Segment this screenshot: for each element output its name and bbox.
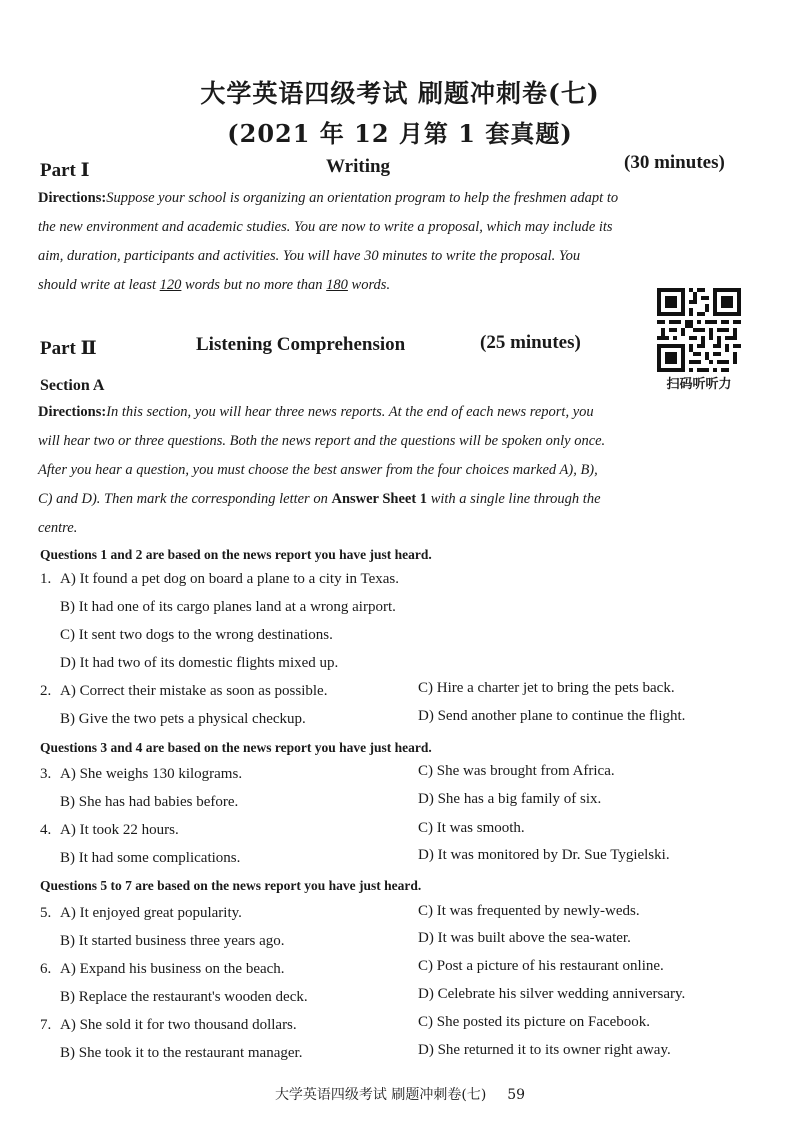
directions-line: Directions:In this section, you will hear three news reports. At the end of each news report, you — [38, 404, 594, 420]
part1-name: Writing — [326, 156, 391, 177]
answer-option[interactable]: C) She posted its picture on Facebook. — [418, 1014, 651, 1030]
answer-option[interactable]: A) It took 22 hours. — [60, 822, 179, 838]
question-number: 1. — [40, 571, 52, 587]
answer-option[interactable]: A) She weighs 130 kilograms. — [60, 766, 243, 782]
part1-label: Part Ⅰ — [40, 160, 90, 181]
answer-option[interactable]: B) It had one of its cargo planes land at a wrong airport. — [60, 599, 396, 615]
part2-name: Listening Comprehension — [196, 334, 406, 355]
directions-line: should write at least 120 words but no more than 180 words. — [38, 277, 391, 293]
answer-option[interactable]: D) She returned it to its owner right away. — [418, 1042, 671, 1058]
question-number: 5. — [40, 905, 52, 921]
answer-option[interactable]: C) She was brought from Africa. — [418, 763, 615, 779]
directions-line: aim, duration, participants and activities. You will have 30 minutes to write the proposal. You — [38, 248, 581, 264]
answer-option[interactable]: D) It was built above the sea-water. — [418, 930, 631, 946]
question-group-heading: Questions 1 and 2 are based on the news report you have just heard. — [40, 547, 432, 562]
directions-line: the new environment and academic studies. You are now to write a proposal, which may include its — [38, 219, 613, 235]
question-number: 6. — [40, 961, 52, 977]
answer-option[interactable]: B) It started business three years ago. — [60, 933, 285, 949]
directions-line: centre. — [38, 520, 78, 536]
qr-caption: 扫码听听力 — [666, 377, 732, 392]
question-number: 4. — [40, 822, 52, 838]
answer-option[interactable]: C) It was frequented by newly-weds. — [418, 903, 640, 919]
answer-option[interactable]: A) She sold it for two thousand dollars. — [60, 1017, 297, 1033]
exam-subtitle: (2021 年 12 月第 1 套真题) — [227, 119, 573, 148]
answer-option[interactable]: D) Send another plane to continue the flight. — [418, 708, 686, 724]
qr-code-icon[interactable] — [657, 288, 741, 372]
answer-sheet-ref: Answer Sheet 1 — [331, 491, 428, 507]
max-words: 180 — [326, 277, 348, 293]
question-number: 7. — [40, 1017, 52, 1033]
question-group-heading: Questions 3 and 4 are based on the news report you have just heard. — [40, 740, 432, 755]
page-footer — [0, 1084, 800, 1104]
part2-time: (25 minutes) — [480, 332, 581, 353]
answer-option[interactable]: B) She took it to the restaurant manager. — [60, 1045, 303, 1061]
directions-label: Directions: — [38, 404, 107, 420]
footer-title: 大学英语四级考试 刷题冲刺卷(七) — [274, 1087, 487, 1103]
directions-line: will hear two or three questions. Both the news report and the questions will be spoken only once. — [38, 433, 606, 449]
answer-option[interactable]: B) Give the two pets a physical checkup. — [60, 711, 306, 727]
question-number: 3. — [40, 766, 52, 782]
answer-option[interactable]: B) It had some complications. — [60, 850, 241, 866]
directions-line: After you hear a question, you must choose the best answer from the four choices marked A), B), — [38, 462, 598, 478]
directions-line: C) and D). Then mark the corresponding letter on Answer Sheet 1 with a single line through the — [38, 491, 601, 507]
answer-option[interactable]: A) It found a pet dog on board a plane to a city in Texas. — [60, 571, 399, 587]
answer-option[interactable]: C) Post a picture of his restaurant online. — [418, 958, 664, 974]
answer-option[interactable]: D) She has a big family of six. — [418, 791, 602, 807]
directions-line: Directions:Suppose your school is organizing an orientation program to help the freshmen adapt to — [38, 190, 619, 206]
question-group-heading: Questions 5 to 7 are based on the news report you have just heard. — [40, 878, 422, 893]
directions-label: Directions: — [38, 190, 107, 206]
question-number: 2. — [40, 683, 52, 699]
answer-option[interactable]: C) Hire a charter jet to bring the pets back. — [418, 680, 675, 696]
answer-option[interactable]: D) It had two of its domestic flights mixed up. — [60, 655, 339, 671]
answer-option[interactable]: C) It was smooth. — [418, 820, 525, 836]
answer-option[interactable]: A) Correct their mistake as soon as possible. — [60, 683, 328, 699]
answer-option[interactable]: A) Expand his business on the beach. — [60, 961, 285, 977]
section-a-heading: Section A — [40, 377, 105, 394]
min-words: 120 — [159, 277, 182, 293]
answer-option[interactable]: B) Replace the restaurant's wooden deck. — [60, 989, 308, 1005]
answer-option[interactable]: D) It was monitored by Dr. Sue Tygielski. — [418, 847, 670, 863]
page-number: 59 — [507, 1087, 526, 1103]
exam-title: 大学英语四级考试 刷题冲刺卷(七) — [200, 79, 600, 108]
part2-label: Part Ⅱ — [40, 338, 97, 359]
answer-option[interactable]: C) It sent two dogs to the wrong destinations. — [60, 627, 333, 643]
answer-option[interactable]: D) Celebrate his silver wedding anniversary. — [418, 986, 686, 1002]
answer-option[interactable]: A) It enjoyed great popularity. — [60, 905, 242, 921]
answer-option[interactable]: B) She has had babies before. — [60, 794, 239, 810]
part1-time: (30 minutes) — [624, 152, 725, 173]
